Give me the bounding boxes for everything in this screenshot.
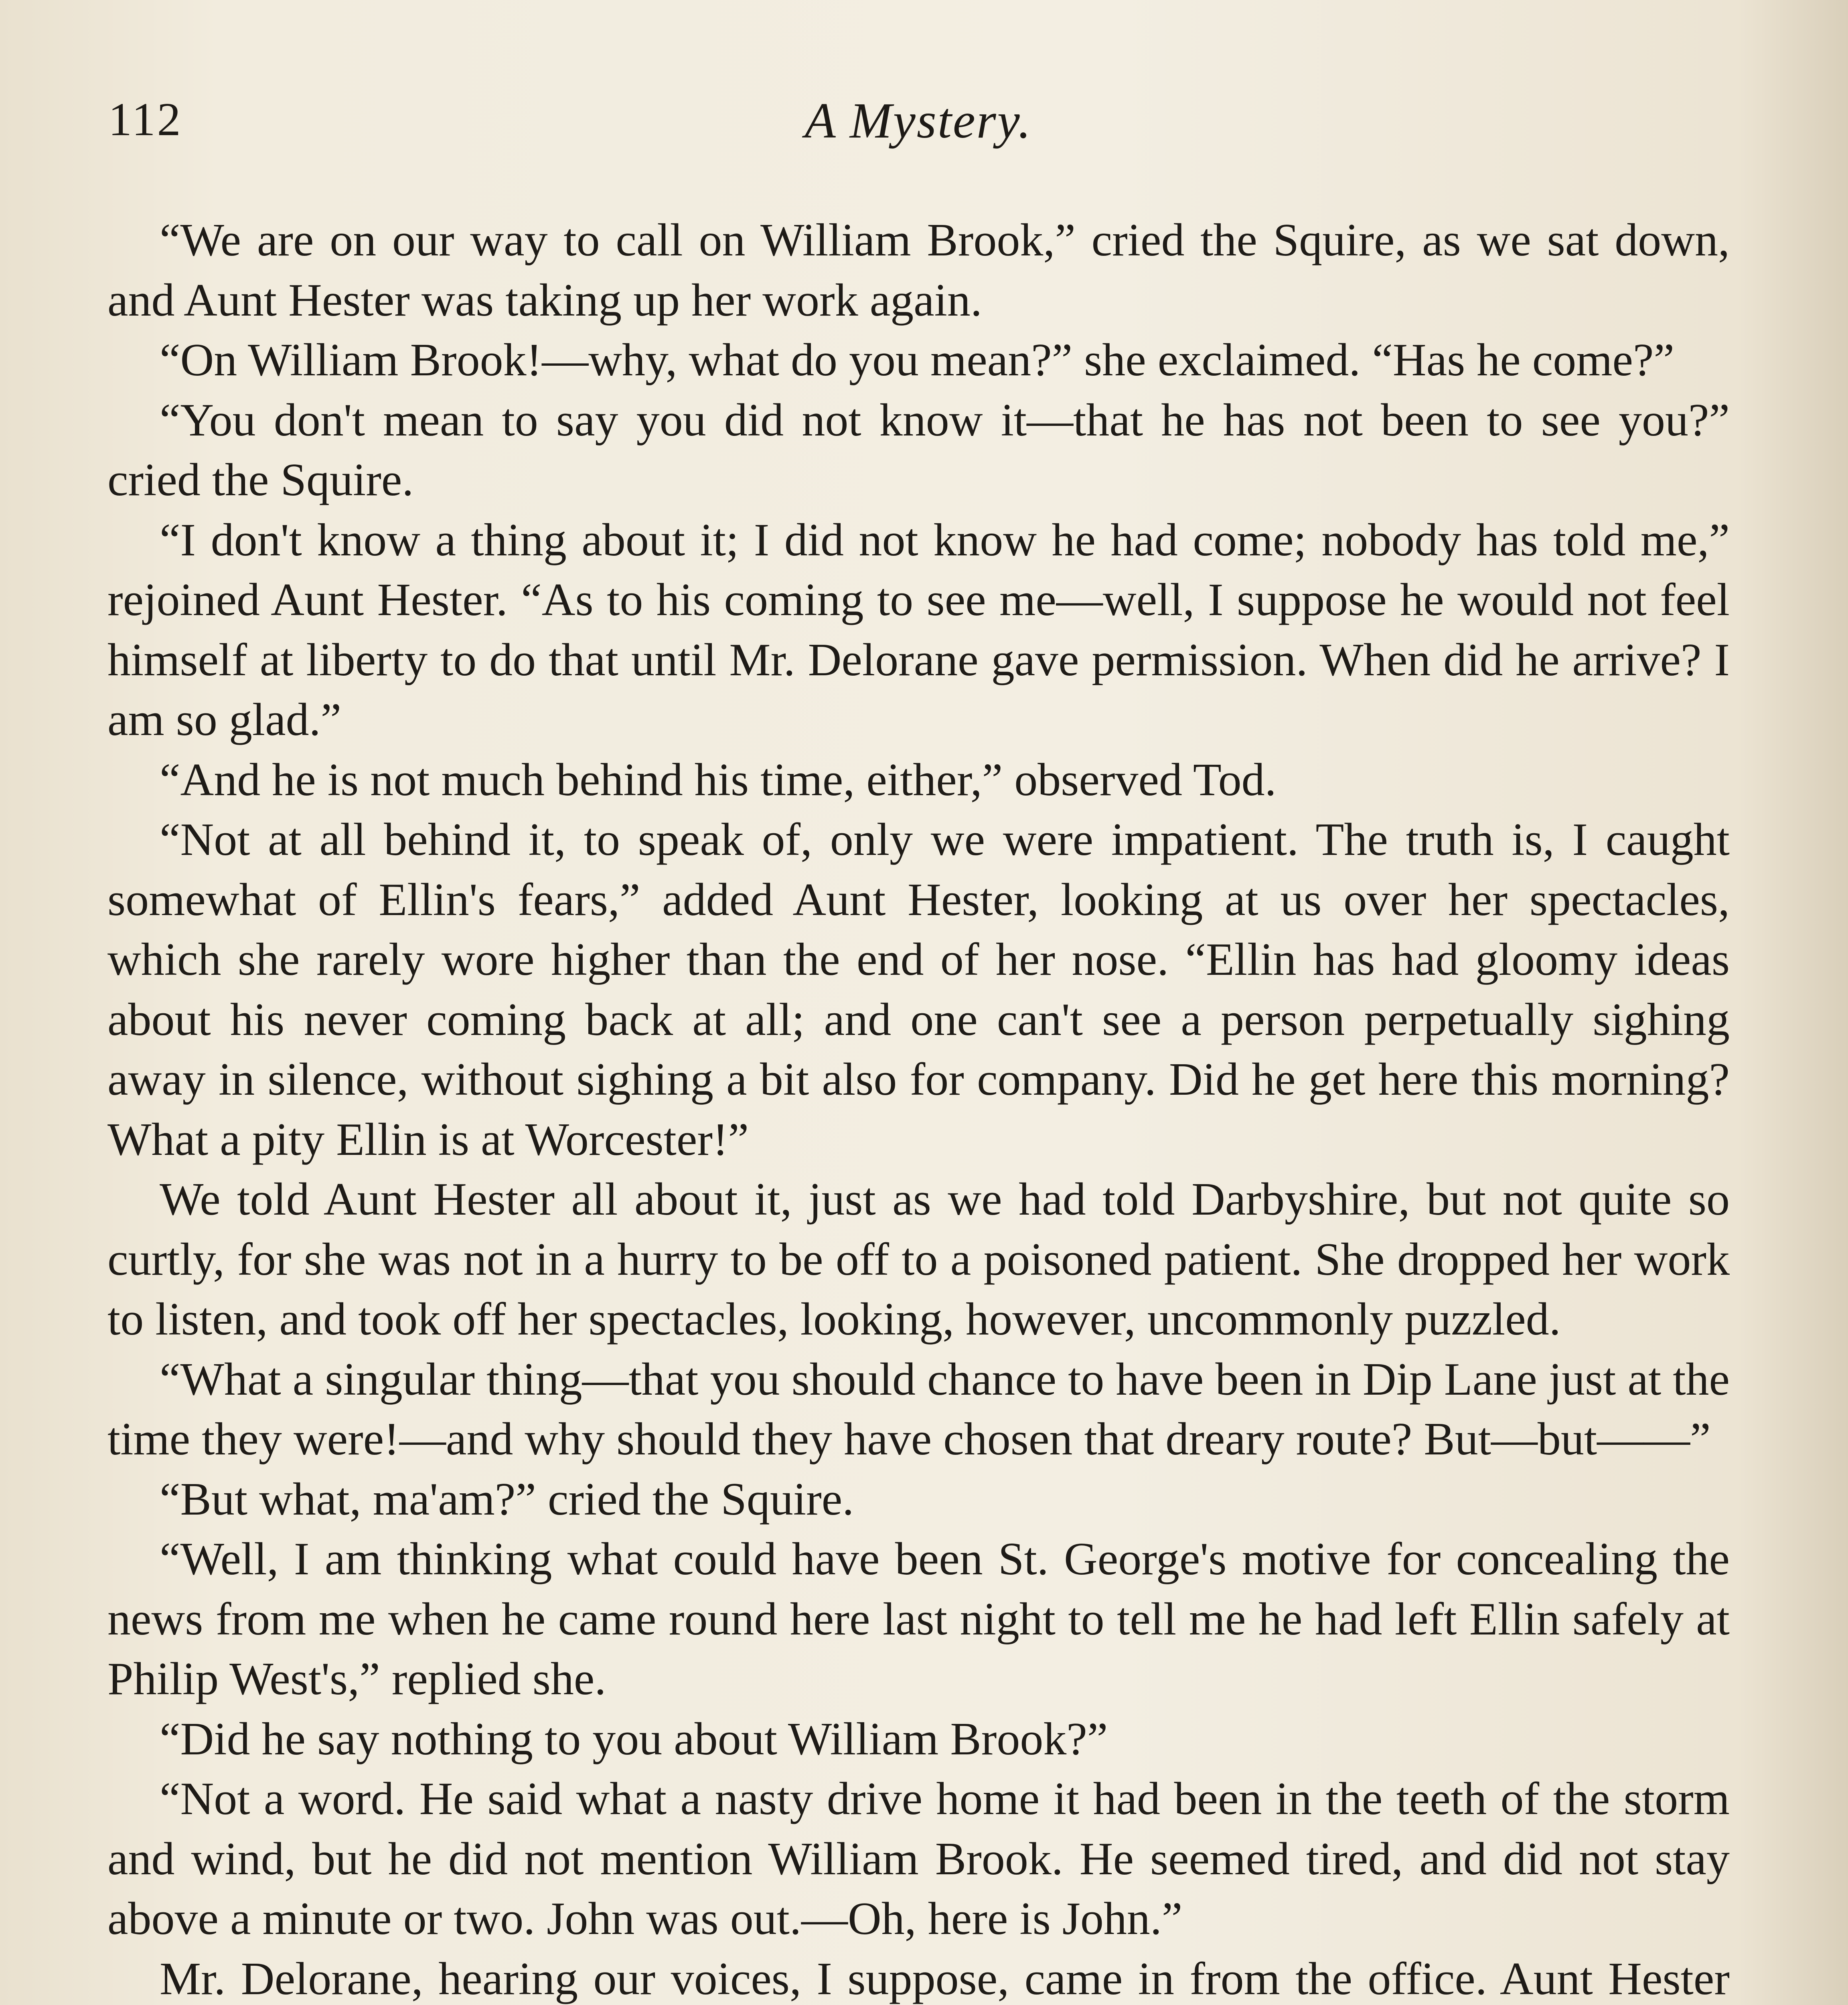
paragraph: “And he is not much behind his time, either,” observed Tod. [160, 754, 1277, 806]
body-text [107, 211, 1730, 2005]
paragraph: “On William Brook!—why, what do you mean?” she exclaimed. “Has he come?” [160, 334, 1674, 386]
paragraph: “Not a word. He said what a nasty drive home it had been in the teeth of the storm and wind, but he did not mention William Brook. He seemed tired, and did not stay above a minute or two. John was out.—Oh, here is John.” [107, 1773, 1730, 1944]
paragraph: Mr. Delorane, hearing our voices, I suppose, came in from the office. Aunt Hester [160, 1953, 1730, 2005]
page-number: 112 [108, 93, 182, 146]
paragraph: “Well, I am thinking what could have been St. George's motive for concealing the news from me when he came round here last night to tell me he had left Ellin safely at Philip West's,” replied she. [107, 1533, 1730, 1705]
paragraph: “What a singular thing—that you should chance to have been in Dip Lane just at the time they were!—and why should they have chosen that dreary route? But—but——” [107, 1353, 1730, 1465]
paragraph: We told Aunt Hester all about it, just as we had told Darbyshire, but not quite so curtly, for she was not in a hurry to be off to a poisoned patient. She dropped her work to listen, and took off her spectacles, looking, however, uncommonly puzzled. [107, 1174, 1730, 1345]
paragraph: “I don't know a thing about it; I did not know he had come; nobody has told me,” rejoined Aunt Hester. “As to his coming to see me—well, I suppose he would not feel himself at liberty to do that until Mr. Delorane gave permission. When did he arrive? I am so glad.” [107, 514, 1730, 745]
paragraph: “Not at all behind it, to speak of, only we were impatient. The truth is, I caught somewhat of Ellin's fears,” added Aunt Hester, looking at us over her spectacles, which she rarely wore higher than the end of her nose. “Ellin has had gloomy ideas about his never coming back at all; and one can't see a person perpetually sighing away in silence, without sighing a bit also for company. Did he get here this morning? What a pity Ellin is at Worcester!” [107, 814, 1730, 1165]
running-title: A Mystery. [804, 93, 1032, 149]
paragraph: “Did he say nothing to you about William Brook?” [160, 1713, 1108, 1765]
paragraph: “We are on our way to call on William Brook,” cried the Squire, as we sat down, and Aunt Hester was taking up her work again. [107, 215, 1730, 326]
running-head [108, 92, 1728, 160]
paragraph: “You don't mean to say you did not know it—that he has not been to see you?” cried the Squire. [107, 394, 1730, 506]
paragraph: “But what, ma'am?” cried the Squire. [160, 1473, 854, 1525]
